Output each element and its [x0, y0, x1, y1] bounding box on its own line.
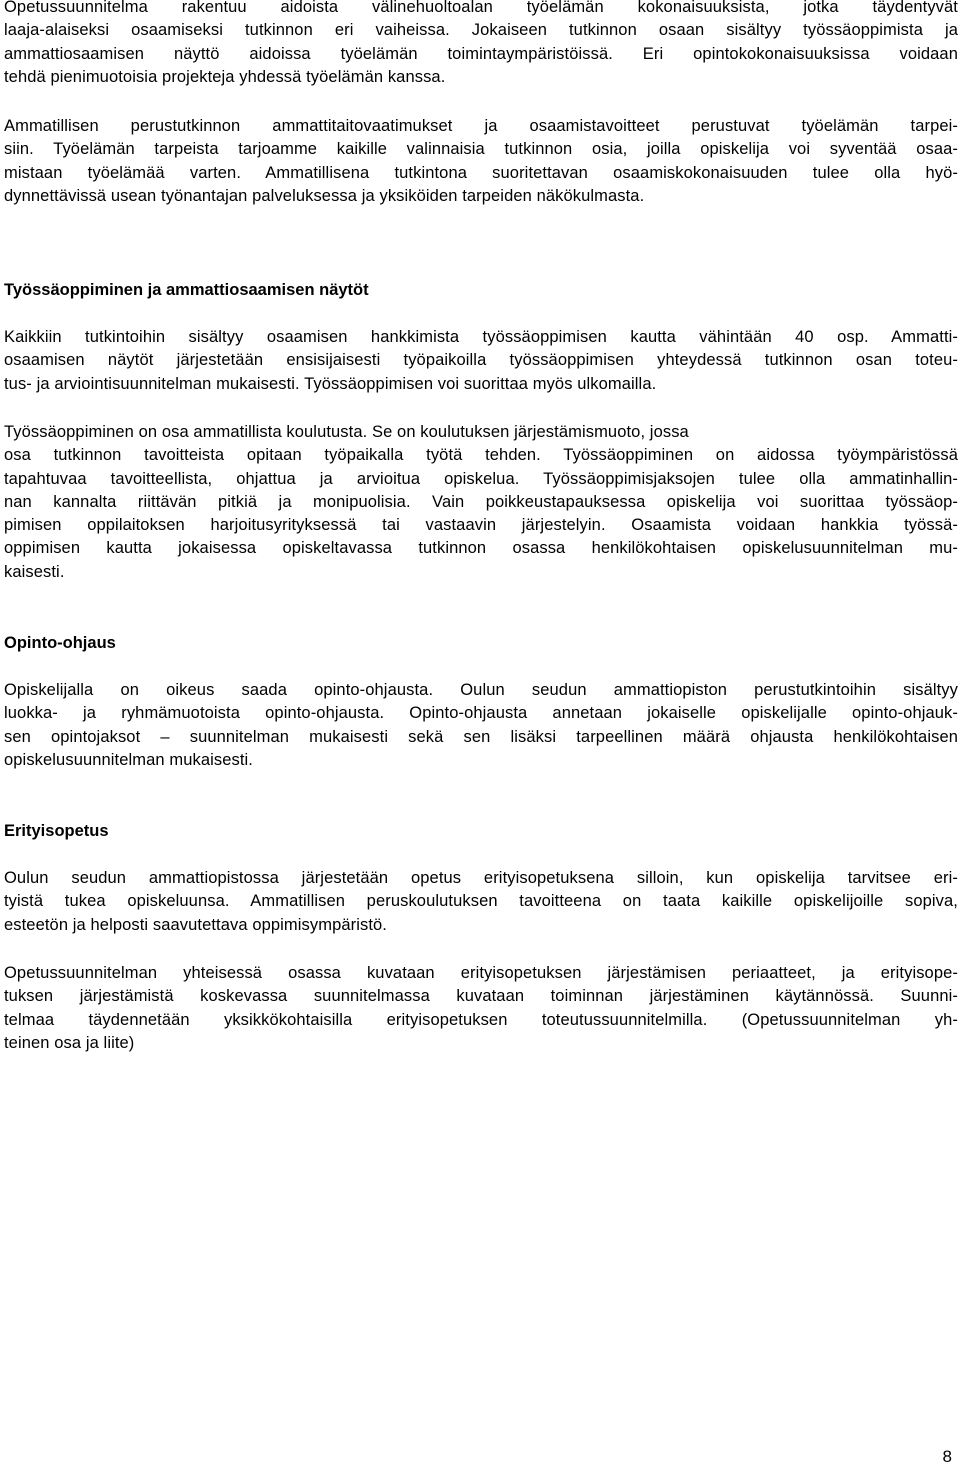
text-line: Työssäoppiminen on osa ammatillista koulutusta. Se on koulutuksen järjestämismuoto, jossa [4, 423, 689, 441]
text-line: sen opintojaksot – suunnitelman mukaisesti sekä sen lisäksi tarpeellinen määrä ohjausta henkilökohtaisen [4, 727, 958, 746]
erityisopetus-paragraph-1 [4, 867, 958, 937]
text-line: teinen osa ja liite) [4, 1033, 135, 1052]
text-line: Oulun seudun ammattiopistossa järjestetään opetus erityisopetuksena silloin, kun opiskelija tarvitsee eri- [4, 869, 958, 887]
text-line: laaja-alaiseksi osaamiseksi tutkinnon eri vaiheissa. Jokaiseen tutkinnon osaan sisältyy työssäoppimista ja [4, 21, 958, 40]
text-line: Opiskelijalla on oikeus saada opinto-ohjausta. Oulun seudun ammattiopiston perustutkintoihin sisältyy [4, 681, 958, 699]
text-line: telmaa täydennetään yksikkökohtaisilla erityisopetuksen toteutussuunnitelmilla. (Opetussuunnitelman yh- [4, 1010, 958, 1029]
text-line: tyistä tukea opiskeluunsa. Ammatillisen peruskoulutuksen tavoitteena on taata kaikille opiskelijoille sopiva, [4, 892, 958, 911]
text-line: osaamisen näytöt järjestetään ensisijaisesti työpaikoilla työssäoppimisen yhteydessä tutkinnon osan toteu- [4, 351, 958, 370]
text-line: kaisesti. [4, 562, 65, 581]
text-line: mistaan työelämää varten. Ammatillisena tutkintona suoritettavan osaamiskokonaisuuden tulee olla hyö- [4, 163, 958, 182]
text-line: Opetussuunnitelma rakentuu aidoista välinehuoltoalan työelämän kokonaisuuksista, jotka täydentyvät [4, 0, 958, 16]
text-line: ammattiosaamisen näyttö aidoissa työelämän toimintaympäristöissä. Eri opintokokonaisuuksissa voidaan [4, 44, 958, 63]
text-line: luokka- ja ryhmämuotoista opinto-ohjausta. Opinto-ohjausta annetaan jokaiselle opiskelijalle opinto-ohjauk- [4, 704, 958, 723]
page-number: 8 [942, 1447, 952, 1466]
intro-paragraph-1 [4, 0, 958, 89]
opinto-ohjaus-paragraph-1 [4, 679, 958, 772]
text-line: tapahtuvaa tavoitteellista, ohjattua ja arvioitua opiskelua. Työssäoppimisjaksojen tulee olla ammatinhallin- [4, 469, 958, 488]
text-line: esteetön ja helposti saavutettava oppimisympäristö. [4, 915, 387, 934]
section-heading-opinto-ohjaus: Opinto-ohjaus [4, 634, 116, 652]
text-line: Ammatillisen perustutkinnon ammattitaitovaatimukset ja osaamistavoitteet perustuvat työelämän tarpei- [4, 117, 958, 135]
erityisopetus-paragraph-2 [4, 962, 958, 1055]
text-line: dynnettävissä usean työnantajan palveluksessa ja yksiköiden tarpeiden näkökulmasta. [4, 186, 645, 205]
text-line: osa tutkinnon tavoitteista opitaan työpaikalla työtä tehden. Työssäoppiminen on aidossa työympäristössä [4, 446, 958, 465]
text-line: tuksen järjestämistä koskevassa suunnitelmassa kuvataan toiminnan järjestäminen käytännössä. Suunni- [4, 987, 958, 1006]
text-line: oppimisen kautta jokaisessa opiskeltavassa tutkinnon osassa henkilökohtaisen opiskelusuunnitelman mu- [4, 539, 958, 558]
text-line: Kaikkiin tutkintoihin sisältyy osaamisen hankkimista työssäoppimisen kautta vähintään 40 osp. Ammatti- [4, 328, 958, 346]
text-line: siin. Työelämän tarpeista tarjoamme kaikille valinnaisia tutkinnon osia, joilla opiskelija voi syventää osaa- [4, 140, 958, 159]
text-line: pimisen oppilaitoksen harjoitusyrityksessä tai vastaavin järjestelyin. Osaamista voidaan hankkia työssä- [4, 516, 958, 535]
text-line: nan kannalta riittävän pitkiä ja monipuolisia. Vain poikkeustapauksessa opiskelija voi suorittaa työssäop- [4, 492, 958, 511]
text-line: Opetussuunnitelman yhteisessä osassa kuvataan erityisopetuksen järjestämisen periaatteet, ja erityisope- [4, 964, 958, 982]
section-heading-tyossaoppiminen: Työssäoppiminen ja ammattiosaamisen näytöt [4, 281, 369, 299]
tyossaoppiminen-paragraph-1 [4, 326, 958, 396]
text-line: tehdä pienimuotoisia projekteja yhdessä työelämän kanssa. [4, 67, 446, 86]
text-line: tus- ja arviointisuunnitelman mukaisesti. Työssäoppimisen voi suorittaa myös ulkomailla. [4, 374, 657, 393]
text-line: opiskelusuunnitelman mukaisesti. [4, 750, 253, 769]
section-heading-erityisopetus: Erityisopetus [4, 822, 109, 840]
tyossaoppiminen-paragraph-2 [4, 421, 958, 584]
intro-paragraph-2 [4, 115, 958, 208]
